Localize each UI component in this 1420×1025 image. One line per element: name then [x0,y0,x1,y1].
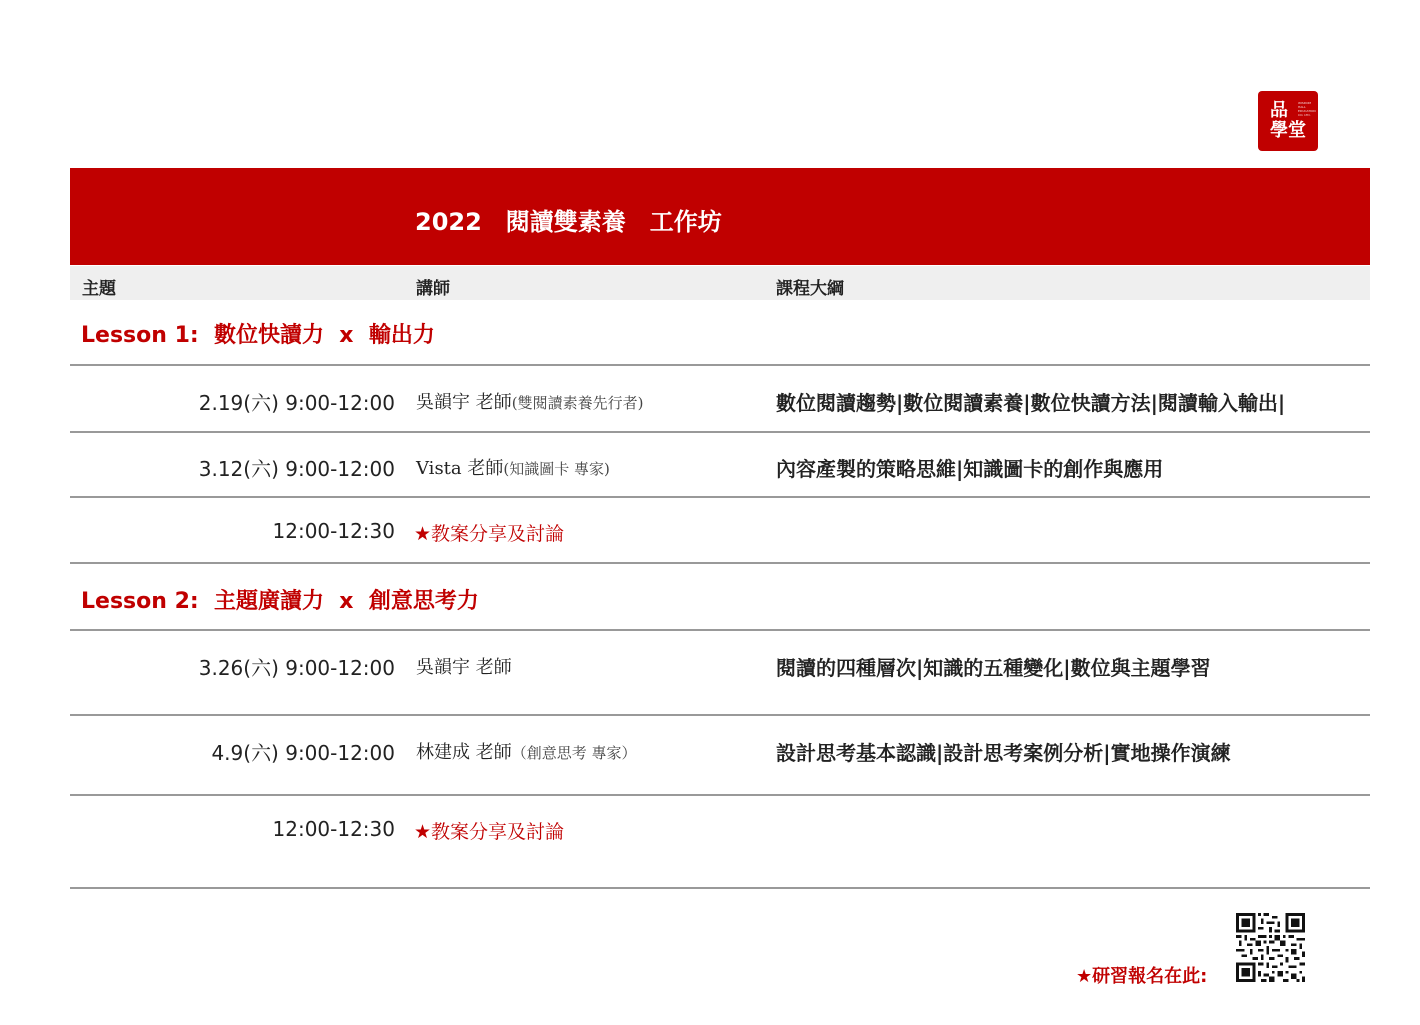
col-topic: 主題 [82,279,116,299]
page-title: 2022 閱讀雙素養 工作坊 [415,208,722,236]
lecturer [416,454,610,480]
lecturer-name: 吳韻宇 老師 [416,657,512,678]
lecturer [416,653,512,679]
lecturer-note: （創意思考 專家） [511,744,637,762]
session-time: 12:00-12:30 [272,519,395,543]
lecturer-note: (雙閱讀素養先行者) [511,394,644,412]
course-outline: 內容產製的策略思維|知識圖卡的創作與應用 [776,457,1164,481]
session-time: 3.26(六) 9:00-12:00 [198,656,395,680]
divider [70,794,1370,796]
lecturer-name: 林建成 老師 [416,742,512,763]
divider [70,887,1370,889]
registration-label: ★研習報名在此: [1076,966,1208,987]
lecturer-note: (知識圖卡 專家) [503,460,610,478]
logo-tiny-text: WISDOM HALL EDUCATION CO. LTD. [1298,101,1316,117]
course-outline: 數位閱讀趨勢|數位閱讀素養|數位快讀方法|閱讀輸入輸出| [776,391,1286,415]
divider [70,562,1370,564]
lecturer-name: Vista 老師 [416,458,504,479]
lecturer-name: 吳韻宇 老師 [416,392,512,413]
share-discussion: ★教案分享及討論 [414,821,565,843]
lesson2-title: Lesson 2: 主題廣讀力 x 創意思考力 [81,589,479,614]
divider [70,496,1370,498]
divider [70,714,1370,716]
session-time: 2.19(六) 9:00-12:00 [198,391,395,415]
divider [70,431,1370,433]
divider [70,364,1370,366]
session-time: 12:00-12:30 [272,817,395,841]
qr-code-icon[interactable] [1236,913,1305,982]
session-time: 4.9(六) 9:00-12:00 [211,741,395,765]
course-outline: 設計思考基本認識|設計思考案例分析|實地操作演練 [776,741,1231,765]
lecturer [416,388,643,414]
logo-line2: 學堂 [1270,120,1306,141]
lesson1-title: Lesson 1: 數位快讀力 x 輸出力 [81,323,435,348]
col-lecturer: 講師 [416,279,450,299]
col-outline: 課程大綱 [776,279,844,299]
title-banner [70,168,1370,265]
course-outline: 閱讀的四種層次|知識的五種變化|數位與主題學習 [776,656,1211,680]
share-discussion: ★教案分享及討論 [414,523,565,545]
divider [70,629,1370,631]
lecturer [416,738,637,764]
logo-line1: 品 [1270,100,1288,121]
session-time: 3.12(六) 9:00-12:00 [198,457,395,481]
brand-logo [1258,91,1318,151]
column-header [70,266,1370,300]
